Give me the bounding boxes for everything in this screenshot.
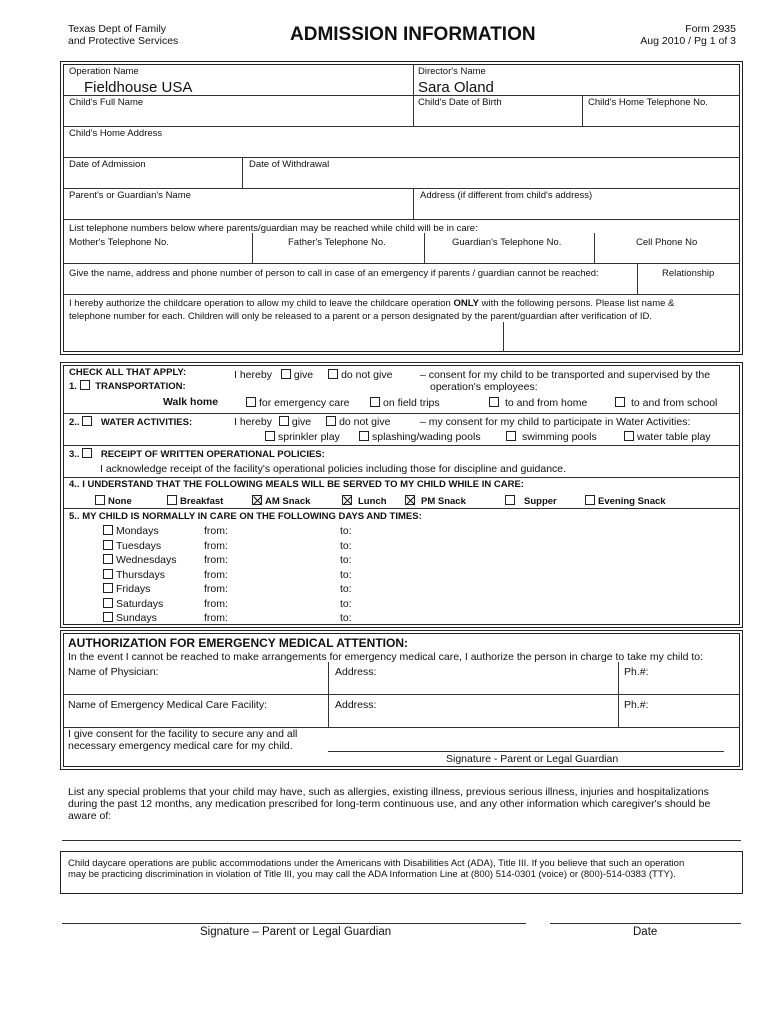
transport-number: 1.: [69, 381, 77, 392]
divider: [242, 157, 243, 188]
sprinkler-checkbox[interactable]: [265, 431, 275, 441]
facility-address-label: Address:: [335, 699, 377, 711]
day-label: Wednesdays: [116, 554, 177, 566]
divider: [252, 233, 253, 263]
swimming-label: swimming pools: [522, 431, 597, 443]
special-problems-text: [68, 786, 710, 822]
meal-checkbox[interactable]: [167, 495, 177, 505]
divider: [63, 294, 740, 295]
date-line[interactable]: [550, 923, 741, 924]
receipt-number: 3..: [69, 449, 80, 460]
ada-line-1: Child daycare operations are public accommodations under the Americans with Disabilities Act (ADA), Title III. If you believe that such an operation: [68, 858, 685, 869]
agency-line-2: and Protective Services: [68, 35, 179, 47]
receipt-label: RECEIPT OF WRITTEN OPERATIONAL POLICIES:: [100, 449, 325, 460]
transport-consent-1: – consent for my child to be transported and supervised by the: [420, 369, 711, 381]
medical-title: AUTHORIZATION FOR EMERGENCY MEDICAL ATTENTION:: [68, 636, 408, 650]
meal-none[interactable]: [95, 495, 132, 507]
water-give-row: [234, 416, 390, 428]
transportation-heading: [69, 380, 186, 392]
form-date-line: Aug 2010 / Pg 1 of 3: [640, 35, 736, 47]
day-row: [103, 612, 157, 624]
water-table-label: water table play: [637, 431, 711, 443]
medical-intro: In the event I cannot be reached to make arrangements for emergency medical care, I authorize the person in charge to take my child to:: [68, 651, 704, 663]
to-label: to:: [340, 583, 352, 595]
divider: [63, 445, 740, 446]
swimming-checkbox[interactable]: [506, 431, 516, 441]
date-admission-label: Date of Admission: [69, 159, 146, 170]
child-dob-label: Child's Date of Birth: [418, 97, 502, 108]
water-heading: [69, 416, 192, 428]
divider: [63, 219, 740, 220]
cell-phone-label: Cell Phone No: [636, 237, 698, 248]
to-label: to:: [340, 540, 352, 552]
water-give-checkbox[interactable]: [279, 416, 289, 426]
day-checkbox[interactable]: [103, 540, 113, 550]
transport-consent-2: operation's employees:: [430, 381, 538, 393]
guardian-phone-label: Guardian's Telephone No.: [452, 237, 562, 248]
from-label: from:: [204, 598, 228, 610]
physician-phone-label: Ph.#:: [624, 666, 649, 678]
director-name-field[interactable]: Sara Oland: [418, 79, 494, 96]
water-activities-label: WATER ACTIVITIES:: [100, 417, 193, 428]
meal-checkbox-checked[interactable]: [342, 495, 352, 505]
divider: [63, 263, 740, 264]
medical-signature-line[interactable]: [328, 751, 724, 752]
day-row: [103, 598, 163, 610]
date-withdrawal-label: Date of Withdrawal: [249, 159, 330, 170]
form-title: ADMISSION INFORMATION: [290, 24, 536, 45]
from-label: from:: [204, 554, 228, 566]
water-do-not-give-checkbox[interactable]: [326, 416, 336, 426]
meal-checkbox-checked[interactable]: [252, 495, 262, 505]
day-checkbox[interactable]: [103, 583, 113, 593]
opt-field-trips[interactable]: [370, 397, 440, 409]
divider: [594, 233, 595, 263]
emergency-contact-label: Give the name, address and phone number of person to call in case of an emergency if parents / guardian cannot be reached:: [69, 268, 599, 279]
divider: [637, 263, 638, 294]
meal-label: PM Snack: [421, 496, 466, 507]
to-label: to:: [340, 598, 352, 610]
receipt-checkbox[interactable]: [82, 448, 92, 458]
special-problems-field[interactable]: [62, 840, 741, 841]
emergency-care-checkbox[interactable]: [246, 397, 256, 407]
give-label: give: [293, 369, 314, 381]
meal-label: Supper: [524, 496, 557, 507]
operation-name-field[interactable]: Fieldhouse USA: [84, 79, 193, 96]
consent-line-1: I give consent for the facility to secure any and all: [68, 728, 298, 740]
to-from-school-checkbox[interactable]: [615, 397, 625, 407]
problems-line-1: List any special problems that your child may have, such as allergies, existing illness, previous serious illness, injuries and hospitalizations: [68, 786, 709, 798]
signature-label: Signature – Parent or Legal Guardian: [200, 926, 392, 938]
days-heading: 5.. MY CHILD IS NORMALLY IN CARE ON THE FOLLOWING DAYS AND TIMES:: [69, 511, 422, 522]
facility-phone-label: Ph.#:: [624, 699, 649, 711]
to-label: to:: [340, 525, 352, 537]
opt-school[interactable]: [615, 397, 717, 409]
transport-do-not-give-checkbox[interactable]: [328, 369, 338, 379]
authorization-text: [69, 298, 737, 309]
opt-swimming[interactable]: [506, 431, 597, 443]
to-from-school-label: to and from school: [631, 397, 718, 409]
meal-supper[interactable]: [505, 495, 557, 507]
meal-breakfast[interactable]: [167, 495, 223, 507]
facility-label: Name of Emergency Medical Care Facility:: [68, 699, 267, 711]
day-checkbox[interactable]: [103, 525, 113, 535]
day-checkbox[interactable]: [103, 612, 113, 622]
to-label: to:: [340, 612, 352, 624]
water-consent: – my consent for my child to participate in Water Activities:: [420, 416, 691, 428]
to-label: to:: [340, 554, 352, 566]
authorize-only: ONLY: [453, 298, 479, 309]
from-label: from:: [204, 569, 228, 581]
meal-pm-snack[interactable]: [405, 495, 466, 507]
divider: [63, 694, 740, 695]
form-number-line: Form 2935: [685, 23, 736, 35]
agency-name: [68, 23, 178, 47]
splashing-label: splashing/wading pools: [372, 431, 481, 443]
divider: [582, 95, 583, 126]
opt-water-table[interactable]: [624, 431, 711, 443]
meal-checkbox-checked[interactable]: [405, 495, 415, 505]
meal-label: Lunch: [358, 496, 387, 507]
divider: [63, 413, 740, 414]
divider: [424, 233, 425, 263]
day-checkbox[interactable]: [103, 554, 113, 564]
consent-line-2: necessary emergency medical care for my child.: [68, 740, 293, 752]
divider: [618, 662, 619, 727]
child-phone-label: Child's Home Telephone No.: [588, 97, 708, 108]
from-label: from:: [204, 540, 228, 552]
mother-phone-label: Mother's Telephone No.: [69, 237, 169, 248]
date-label: Date: [633, 926, 658, 938]
emergency-care-label: for emergency care: [259, 397, 350, 409]
receipt-text: I acknowledge receipt of the facility's operational policies including those for discipline and guidance.: [100, 463, 567, 475]
transportation-label: TRANSPORTATION:: [95, 381, 186, 392]
meal-label: Evening Snack: [598, 496, 666, 507]
field-trips-checkbox[interactable]: [370, 397, 380, 407]
meal-label: None: [108, 496, 132, 507]
sprinkler-label: sprinkler play: [278, 431, 340, 443]
from-label: from:: [204, 583, 228, 595]
divider: [63, 477, 740, 478]
child-address-label: Child's Home Address: [69, 128, 163, 139]
divider: [328, 662, 329, 727]
day-checkbox[interactable]: [103, 598, 113, 608]
day-label: Fridays: [116, 583, 151, 595]
day-row: [103, 554, 177, 566]
physician-label: Name of Physician:: [68, 666, 159, 678]
authorize-text-part-1: I hereby authorize the childcare operation to allow my child to leave the childcare operation: [69, 298, 454, 309]
father-phone-label: Father's Telephone No.: [288, 237, 386, 248]
problems-line-3: aware of:: [68, 810, 112, 822]
water-activities-checkbox[interactable]: [82, 416, 92, 426]
check-all-label: CHECK ALL THAT APPLY:: [69, 367, 187, 378]
medical-consent: [68, 728, 297, 752]
day-label: Tuesdays: [116, 540, 162, 552]
relationship-label: Relationship: [662, 268, 715, 279]
divider: [63, 126, 740, 127]
divider: [63, 188, 740, 189]
agency-line-1: Texas Dept of Family: [68, 23, 167, 35]
do-not-give-label: do not give: [341, 369, 393, 381]
opt-splashing[interactable]: [359, 431, 481, 443]
form-number: [640, 23, 736, 47]
day-label: Mondays: [116, 525, 159, 537]
physician-address-label: Address:: [335, 666, 377, 678]
receipt-heading: [69, 448, 325, 460]
splashing-checkbox[interactable]: [359, 431, 369, 441]
walk-home-label: Walk home: [163, 396, 219, 408]
ada-line-2: may be practicing discrimination in violation of Title III, you may call the ADA Information Line at (800) 514-0301 (voice) or (800)-514-0383 (TTY).: [68, 869, 676, 880]
give-label: give: [291, 416, 312, 428]
day-label: Thursdays: [116, 569, 166, 581]
transport-give-row: [234, 369, 392, 381]
meal-checkbox[interactable]: [585, 495, 595, 505]
field-trips-label: on field trips: [383, 397, 440, 409]
to-from-home-checkbox[interactable]: [489, 397, 499, 407]
water-number: 2..: [69, 417, 80, 428]
from-label: from:: [204, 525, 228, 537]
opt-sprinkler[interactable]: [265, 431, 340, 443]
parent-address-label: Address (if different from child's address): [420, 190, 593, 201]
child-full-name-label: Child's Full Name: [69, 97, 144, 108]
signature-line[interactable]: [62, 923, 526, 924]
meal-checkbox[interactable]: [505, 495, 515, 505]
meal-checkbox[interactable]: [95, 495, 105, 505]
day-row: [103, 569, 165, 581]
problems-line-2: during the past 12 months, any medication prescribed for long-term continuous use, and any other information which caregiver's should be: [68, 798, 711, 810]
opt-emergency[interactable]: [246, 397, 349, 409]
meal-am-snack[interactable]: [252, 495, 310, 507]
transportation-checkbox[interactable]: [80, 380, 90, 390]
day-row: [103, 525, 159, 537]
meal-label: AM Snack: [265, 496, 311, 507]
water-table-checkbox[interactable]: [624, 431, 634, 441]
i-hereby-label: I hereby: [234, 369, 272, 381]
transport-give-checkbox[interactable]: [281, 369, 291, 379]
opt-home[interactable]: [489, 397, 587, 409]
day-label: Saturdays: [116, 598, 164, 610]
phones-intro: List telephone numbers below where parents/guardian may be reached while child will be in care:: [69, 223, 478, 234]
meal-label: Breakfast: [180, 496, 224, 507]
day-row: [103, 540, 161, 552]
divider: [63, 508, 740, 509]
medical-signature-label: Signature - Parent or Legal Guardian: [446, 753, 619, 765]
divider: [63, 157, 740, 158]
i-hereby-label: I hereby: [234, 416, 272, 428]
day-row: [103, 583, 150, 595]
day-label: Sundays: [116, 612, 157, 624]
meal-lunch[interactable]: [342, 495, 387, 507]
divider: [413, 64, 414, 126]
meal-evening-snack[interactable]: [585, 495, 666, 507]
ada-notice: [68, 858, 684, 880]
authorize-text-part-2: with the following persons. Please list name &: [478, 298, 675, 309]
to-from-home-label: to and from home: [505, 397, 588, 409]
day-checkbox[interactable]: [103, 569, 113, 579]
parent-name-label: Parent's or Guardian's Name: [69, 190, 191, 201]
authorization-text-line2: telephone number for each. Children will only be released to a parent or a person designated by the parent/guardian after verification of ID.: [69, 311, 653, 322]
divider: [503, 322, 504, 352]
from-label: from:: [204, 612, 228, 624]
meals-heading: 4.. I UNDERSTAND THAT THE FOLLOWING MEALS WILL BE SERVED TO MY CHILD WHILE IN CARE:: [69, 479, 524, 490]
do-not-give-label: do not give: [339, 416, 391, 428]
director-name-label: Director's Name: [418, 66, 486, 77]
operation-name-label: Operation Name: [69, 66, 139, 77]
divider: [413, 188, 414, 219]
to-label: to:: [340, 569, 352, 581]
